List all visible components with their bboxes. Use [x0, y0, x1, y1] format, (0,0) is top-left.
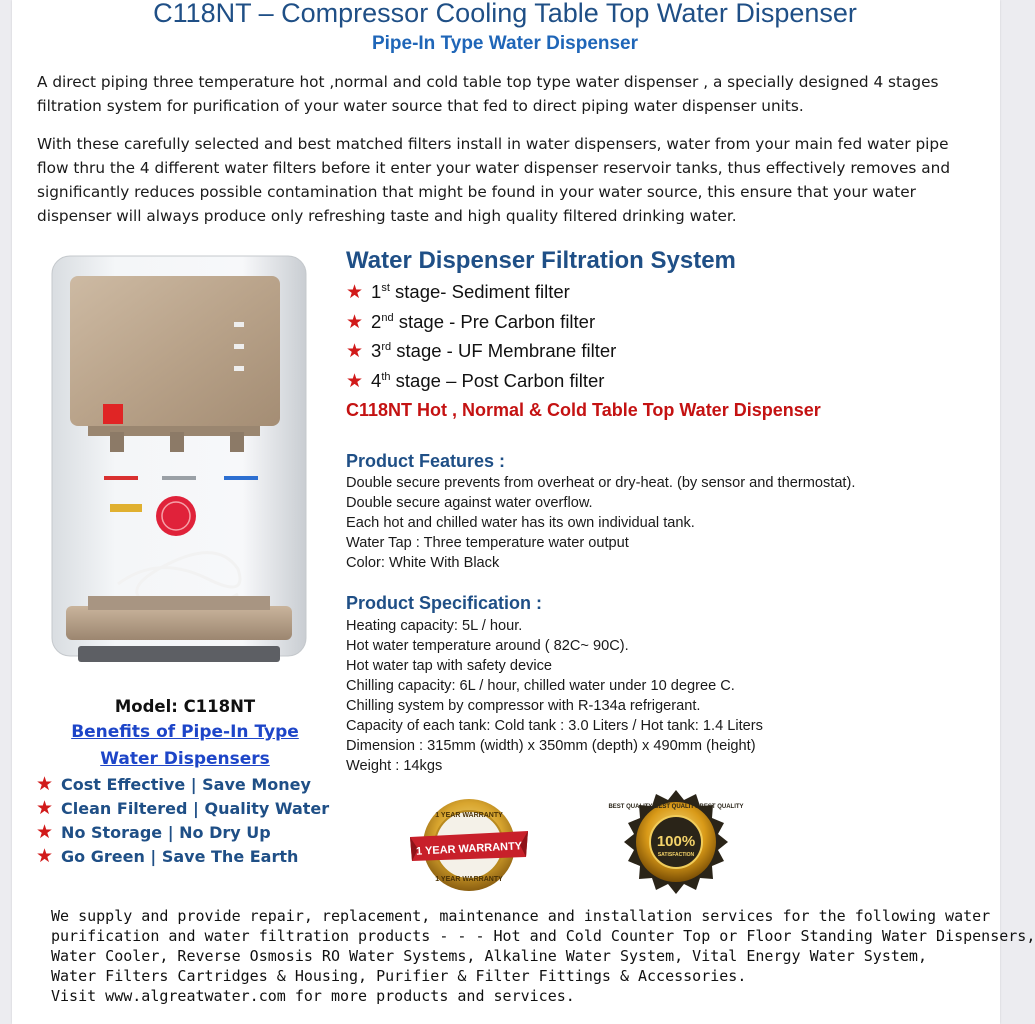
spec-item: Weight : 14kgs — [346, 758, 443, 774]
warranty-ribbon-text: 1 YEAR WARRANTY — [415, 840, 523, 858]
star-icon: ★ — [36, 845, 54, 867]
footer-line: Visit www.algreatwater.com for more products and services. — [51, 987, 575, 1005]
page-title: C118NT – Compressor Cooling Table Top Water Dispenser — [153, 0, 857, 28]
specification-list — [346, 616, 763, 776]
svg-text:1 YEAR WARRANTY: 1 YEAR WARRANTY — [435, 876, 503, 883]
spec-item: Capacity of each tank: Cold tank : 3.0 Liters / Hot tank: 1.4 Liters — [346, 718, 763, 734]
star-icon: ★ — [346, 311, 364, 333]
star-icon: ★ — [36, 797, 54, 819]
specification-title: Product Specification : — [346, 593, 543, 613]
footer-services — [51, 906, 1035, 1006]
page-subtitle: Pipe-In Type Water Dispenser — [371, 33, 639, 54]
spec-item: Heating capacity: 5L / hour. — [346, 618, 523, 634]
filtration-title: Water Dispenser Filtration System — [346, 247, 736, 274]
stage-item: ★ 4th stage – Post Carbon filter — [346, 370, 605, 393]
stage-item: ★ 2nd stage - Pre Carbon filter — [346, 310, 596, 333]
benefit-item: ★ Go Green | Save The Earth — [36, 845, 299, 867]
feature-item: Double secure against water overflow. — [346, 495, 593, 511]
benefits-list — [36, 772, 329, 868]
stage-item: ★ 1st stage- Sediment filter — [346, 281, 570, 304]
benefits-link-line-1[interactable]: Benefits of Pipe-In Type — [71, 722, 299, 742]
water-dispenser-image — [48, 254, 310, 674]
benefits-link-line-2[interactable]: Water Dispensers — [100, 749, 270, 769]
footer-line: Water Cooler, Reverse Osmosis RO Water Systems, Alkaline Water System, Vital Energy Water System, — [51, 947, 927, 965]
feature-item: Each hot and chilled water has its own individual tank. — [346, 515, 695, 531]
features-title: Product Features : — [346, 451, 506, 471]
footer-line: We supply and provide repair, replacement, maintenance and installation services for the following water — [51, 907, 991, 925]
footer-line: Water Filters Cartridges & Housing, Purifier & Filter Fittings & Accessories. — [51, 967, 747, 985]
spec-item: Dimension : 315mm (width) x 350mm (depth) x 490mm (height) — [346, 738, 756, 754]
benefits-link[interactable] — [40, 719, 330, 773]
star-icon: ★ — [36, 773, 54, 795]
features-list — [346, 473, 855, 573]
benefit-item: ★ No Storage | No Dry Up — [36, 821, 271, 843]
satisfaction-badge — [608, 788, 744, 896]
benefit-item: ★ Clean Filtered | Quality Water — [36, 797, 330, 819]
spec-item: Chilling system by compressor with R-134a refrigerant. — [346, 698, 701, 714]
star-icon: ★ — [346, 371, 364, 393]
svg-text:BEST QUALITY BEST QUALITY BE: BEST QUALITY BEST QUALITY BEST QUALITY — [608, 804, 744, 810]
satisfaction-percent: 100% — [656, 833, 696, 850]
spec-item: Hot water temperature around ( 82C~ 90C). — [346, 638, 629, 654]
warranty-badge — [408, 795, 530, 895]
svg-text:1 YEAR WARRANTY: 1 YEAR WARRANTY — [435, 812, 503, 819]
product-details — [346, 246, 986, 774]
feature-item: Water Tap : Three temperature water output — [346, 535, 629, 551]
product-heading: C118NT Hot , Normal & Cold Table Top Water Dispenser — [346, 400, 821, 420]
intro-paragraph-2: With these carefully selected and best matched filters install in water dispensers, water from your main fed water pipe flow thru the 4 different water filters before it enter your water dispenser reservoir tanks, thus effectively removes and significantly reduces possible contamination that might be found in your water source, this ensure that your water dispenser will always produce only refreshing taste and high quality filtered drinking water. — [37, 135, 951, 225]
star-icon: ★ — [36, 821, 54, 843]
spec-item: Chilling capacity: 6L / hour, chilled water under 10 degree C. — [346, 678, 735, 694]
feature-item: Double secure prevents from overheat or dry-heat. (by sensor and thermostat). — [346, 475, 856, 491]
filtration-stages — [346, 276, 986, 395]
svg-text:SATISFACTION: SATISFACTION — [657, 852, 695, 858]
star-icon: ★ — [346, 282, 364, 304]
stage-item: ★ 3rd stage - UF Membrane filter — [346, 340, 617, 363]
star-icon: ★ — [346, 341, 364, 363]
spec-item: Hot water tap with safety device — [346, 658, 553, 674]
footer-line: purification and water filtration products - - - Hot and Cold Counter Top or Floor Standing Water Dispensers, — [51, 927, 1035, 945]
intro-paragraph-1: A direct piping three temperature hot ,normal and cold table top type water dispenser , a specially designed 4 stages filtration system for purification of your water source that fed to direct piping water dispenser units. — [37, 73, 939, 115]
feature-item: Color: White With Black — [346, 555, 500, 571]
model-label: Model: C118NT — [114, 697, 256, 716]
benefit-item: ★ Cost Effective | Save Money — [36, 773, 311, 795]
